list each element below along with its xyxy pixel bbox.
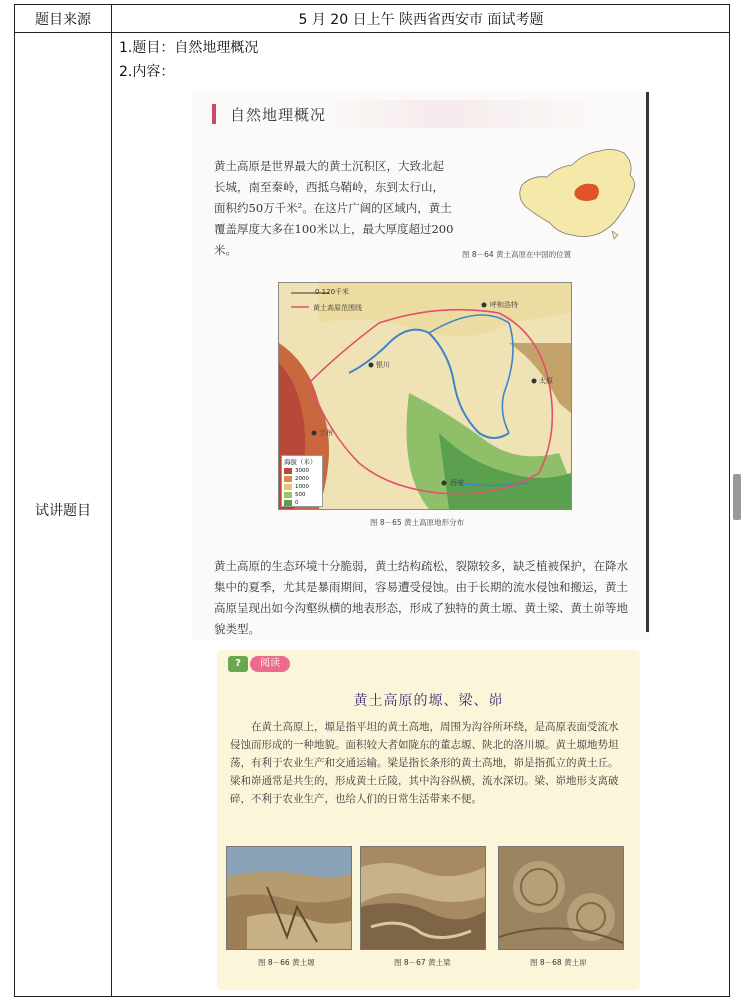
elevation-legend-row bbox=[282, 483, 322, 491]
intro-paragraph: 黄土高原是世界最大的黄土沉积区，大致北起长城，南至秦岭，西抵乌鞘岭，东到太行山，面积约50万千米²。在这片广阔的区域内，黄土覆盖厚度大多在100米以上，最大厚度超过200米。 bbox=[214, 159, 454, 257]
elevation-legend-title: 海拔（米） bbox=[284, 458, 317, 466]
reading-text: 在黄土高原上，塬是指平坦的黄土高地，周围为沟谷所环绕，是高原表面受流水侵蚀而形成的一种地貌。面积较大者如陇东的董志塬、陕北的洛川塬。黄土塬地势坦荡，有利于农业生产和交通运输。梁是指长条形的黄土高地，峁是指孤立的黄土丘。梁和峁通常是共生的，形成黄土丘陵，其中沟谷纵横，流水深切。梁、峁地形支离破碎，不利于农业生产，也给人们的日常生活带来不便。 bbox=[230, 721, 619, 805]
map-boundary-legend: 黄土高原范围线 bbox=[313, 304, 362, 312]
map-scale: 0 120千米 bbox=[315, 288, 350, 296]
header-row bbox=[15, 5, 729, 33]
reading-icon: ? bbox=[228, 656, 248, 672]
figure-caption-65: 图 8－65 黄土高原地形分布 bbox=[370, 518, 465, 527]
page-edge bbox=[646, 92, 649, 632]
lecture-topic-label: 试讲题目 bbox=[35, 503, 91, 519]
elevation-value: 3000 bbox=[295, 468, 309, 474]
ecology-paragraph: 黄土高原的生态环境十分脆弱，黄土结构疏松，裂隙较多，缺乏植被保护，在降水集中的夏季，尤其是暴雨期间，容易遭受侵蚀。由于长期的流水侵蚀和搬运，黄土高原呈现出如今沟壑纵横的地表形态，形成了独特的黄土塬、黄土梁、黄土峁等地貌类型。 bbox=[214, 559, 628, 636]
photo-loess-tableland bbox=[226, 846, 352, 950]
source-label: 题目来源 bbox=[35, 11, 91, 28]
elevation-value: 2000 bbox=[295, 476, 309, 482]
elevation-legend-row bbox=[282, 467, 322, 475]
elevation-swatch bbox=[284, 468, 292, 474]
figure-caption-64: 图 8－64 黄土高原在中国的位置 bbox=[462, 250, 572, 259]
elevation-swatch bbox=[284, 484, 292, 490]
loess-plateau-terrain-map bbox=[278, 282, 572, 510]
figure-caption-68: 图 8－68 黄土峁 bbox=[530, 958, 587, 967]
source-value: 5 月 20 日上午 陕西省西安市 面试考题 bbox=[298, 11, 544, 28]
elevation-value: 500 bbox=[295, 492, 306, 498]
elevation-legend-row bbox=[282, 499, 322, 507]
reading-badge: 阅读 bbox=[250, 656, 290, 672]
map-place-yinchuan: 银川 bbox=[376, 361, 390, 369]
section-marker bbox=[212, 104, 216, 124]
photo-loess-hill bbox=[498, 846, 624, 950]
figure-caption-67: 图 8－67 黄土梁 bbox=[394, 958, 451, 967]
content-line: 2.内容： bbox=[119, 64, 175, 80]
map-place-taiyuan: 太原 bbox=[539, 377, 553, 385]
china-location-map bbox=[512, 145, 642, 243]
elevation-legend-row bbox=[282, 475, 322, 483]
column-divider bbox=[111, 5, 112, 996]
elevation-value: 1000 bbox=[295, 484, 309, 490]
section-title: 自然地理概况 bbox=[230, 106, 327, 124]
elevation-legend bbox=[281, 455, 323, 507]
map-place-lanzhou: 兰州 bbox=[319, 429, 333, 437]
topic-line: 1.题目：自然地理概况 bbox=[119, 40, 259, 56]
map-place-xian: 西安 bbox=[450, 479, 464, 487]
scroll-edge-marker bbox=[733, 474, 741, 520]
elevation-swatch bbox=[284, 492, 292, 498]
map-place-hohhot: 呼和浩特 bbox=[490, 301, 518, 309]
elevation-legend-row bbox=[282, 491, 322, 499]
elevation-swatch bbox=[284, 500, 292, 506]
elevation-swatch bbox=[284, 476, 292, 482]
figure-caption-66: 图 8－66 黄土塬 bbox=[258, 958, 315, 967]
photo-loess-ridge bbox=[360, 846, 486, 950]
reading-title: 黄土高原的塬、梁、峁 bbox=[353, 693, 504, 709]
elevation-value: 0 bbox=[295, 500, 299, 506]
title-banner bbox=[325, 100, 605, 128]
